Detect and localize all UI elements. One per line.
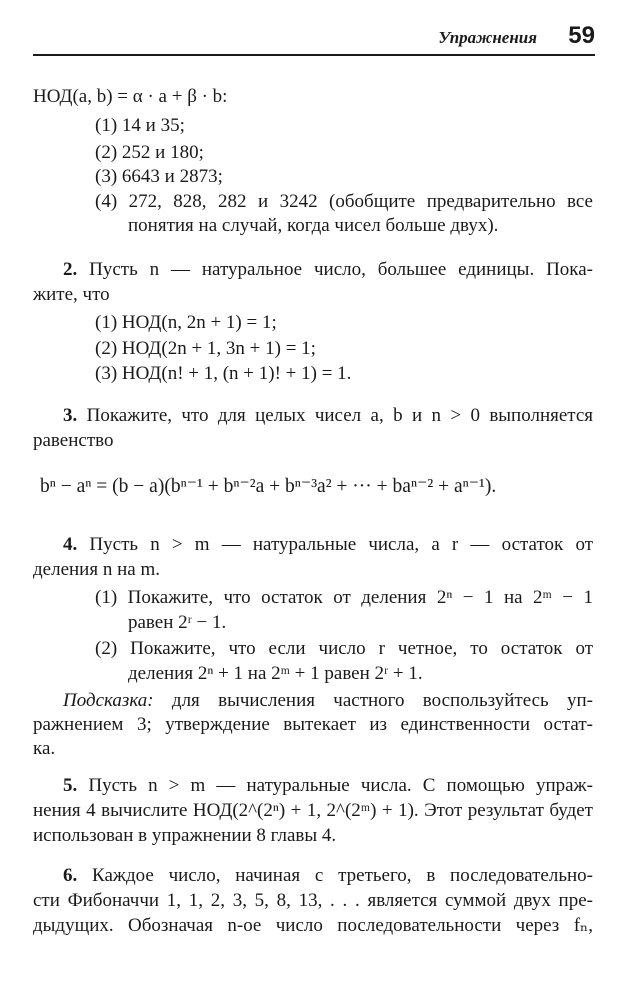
ex5-text-line-3: использован в упражнении 8 главы 4. (33, 825, 337, 846)
running-header (33, 22, 595, 56)
ex3-formula: bⁿ − aⁿ = (b − a)(bⁿ⁻¹ + bⁿ⁻²a + bⁿ⁻³a² + ··· + baⁿ⁻² + aⁿ⁻¹). (40, 476, 497, 497)
ex5-text-1: Пусть n > m — натуральные числа. С помощью упраж- (88, 775, 594, 796)
ex4-hint-line-1 (63, 689, 593, 713)
ex3-text-1: Покажите, что для целых чисел a, b и n > 0 выполняется (86, 405, 593, 426)
ex4-text-1: Пусть n > m — натуральные числа, а r — остаток от (89, 534, 593, 555)
ex4-item-1: (1) Покажите, что остаток от деления 2ⁿ − 1 на 2ᵐ − 1 (95, 587, 593, 608)
ex4-hint-line-3: ка. (33, 738, 56, 759)
intro-line: НОД(a, b) = α · a + β · b: (33, 86, 228, 107)
ex6-number: 6. (63, 865, 78, 886)
ex2-number: 2. (63, 259, 78, 280)
page-number: 59 (568, 22, 595, 49)
ex2-item-2: (2) НОД(2n + 1, 3n + 1) = 1; (95, 338, 316, 359)
ex4-item-2-cont: деления 2ⁿ + 1 на 2ᵐ + 1 равен 2ʳ + 1. (128, 663, 423, 684)
ex2-item-3: (3) НОД(n! + 1, (n + 1)! + 1) = 1. (95, 363, 352, 384)
ex3-text-line-1 (63, 404, 593, 428)
ex1-item-1: (1) 14 и 35; (95, 115, 185, 136)
ex3-text-line-2: равенство (33, 430, 114, 451)
ex2-text-1: Пусть n — натуральное число, большее единицы. Пока- (89, 259, 593, 280)
ex4-number: 4. (63, 534, 78, 555)
ex4-hint-label: Подсказка: (63, 690, 154, 711)
ex4-item-2: (2) Покажите, что если число r четное, то остаток от (95, 638, 593, 659)
ex4-item-1-cont: равен 2ʳ − 1. (128, 612, 227, 633)
ex5-text-line-1 (63, 774, 593, 798)
ex6-text-line-2: сти Фибоначчи 1, 1, 2, 3, 5, 8, 13, . . . является суммой двух пре- (33, 890, 593, 911)
ex1-item-3: (3) 6643 и 2873; (95, 166, 223, 187)
ex6-text-1: Каждое число, начиная с третьего, в последовательно- (92, 865, 593, 886)
ex4-hint-line-2: ражнением 3; утверждение вытекает из единственности остат- (33, 714, 593, 735)
ex2-item-1: (1) НОД(n, 2n + 1) = 1; (95, 312, 277, 333)
ex6-text-line-3: дыдущих. Обозначая n-ое число последовательности через fₙ, (33, 915, 593, 936)
ex5-number: 5. (63, 775, 78, 796)
ex4-text-line-1 (63, 533, 593, 557)
ex1-item-4: (4) 272, 828, 282 и 3242 (обобщите предварительно все (95, 191, 593, 212)
ex5-text-line-2: нения 4 вычислите НОД(2^(2ⁿ) + 1, 2^(2ᵐ) + 1). Этот результат будет (33, 800, 593, 821)
ex2-text-line-2: жите, что (33, 284, 110, 305)
ex6-text-line-1 (63, 864, 593, 888)
ex1-item-4-cont: понятия на случай, когда чисел больше двух). (128, 215, 499, 236)
ex4-text-line-2: деления n на m. (33, 559, 160, 580)
section-title: Упражнения (438, 28, 537, 47)
ex3-number: 3. (63, 405, 78, 426)
ex1-item-2: (2) 252 и 180; (95, 142, 204, 163)
ex4-hint-text-1: для вычисления частного воспользуйтесь уп- (171, 690, 594, 711)
ex2-text-line-1 (63, 258, 593, 282)
